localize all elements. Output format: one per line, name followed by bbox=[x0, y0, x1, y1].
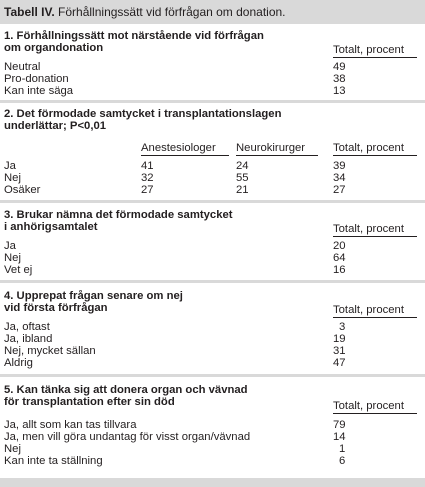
section-2-row-value: 24 bbox=[236, 160, 249, 172]
section-2-heading-line-1: 2. Det förmodade samtycket i transplantationslagen bbox=[4, 108, 282, 120]
section-2-row-value: 55 bbox=[236, 172, 249, 184]
section-1-row-value: 13 bbox=[333, 85, 346, 97]
section-4-heading-line-1: 4. Upprepat frågan senare om nej bbox=[4, 290, 183, 302]
section-2-row-label: Nej bbox=[4, 172, 21, 184]
section-2-row-label: Ja bbox=[4, 160, 16, 172]
section-1-row-value: 38 bbox=[333, 73, 346, 85]
section-3-row-value: 20 bbox=[333, 240, 346, 252]
section-3-column-header: Totalt, procent bbox=[333, 223, 404, 235]
section-3-row-label: Nej bbox=[4, 252, 21, 264]
section-4-row-value: 31 bbox=[333, 345, 346, 357]
section-5-header-rule bbox=[333, 413, 417, 414]
section-2-column-header-neurokirurger: Neurokirurger bbox=[236, 142, 306, 154]
section-3-heading-line-2: i anhörigsamtalet bbox=[4, 221, 98, 233]
section-4-row-label: Ja, oftast bbox=[4, 321, 50, 333]
table-title-bar bbox=[0, 0, 425, 24]
section-4-row-label: Ja, ibland bbox=[4, 333, 53, 345]
section-1-row-label: Pro-donation bbox=[4, 73, 69, 85]
section-2-row-value: 34 bbox=[333, 172, 346, 184]
section-4-row-value: 3 bbox=[339, 321, 346, 333]
section-1-heading-line-2: om organdonation bbox=[4, 42, 104, 54]
section-4-header-rule bbox=[333, 317, 417, 318]
section-3-row-label: Ja bbox=[4, 240, 16, 252]
section-2-header-rule bbox=[333, 155, 417, 156]
section-2-heading-line-2: underlättar; P<0,01 bbox=[4, 120, 107, 132]
section-2-row-value: 21 bbox=[236, 184, 249, 196]
section-2-row-value: 41 bbox=[141, 160, 154, 172]
section-4-row-value: 19 bbox=[333, 333, 346, 345]
section-5-row-value: 6 bbox=[339, 455, 346, 467]
table-number: Tabell IV. bbox=[4, 5, 55, 19]
section-5-row-value: 1 bbox=[339, 443, 346, 455]
section-1-heading-line-1: 1. Förhållningssätt mot närstående vid förfrågan bbox=[4, 30, 264, 42]
section-5-row-label: Ja, allt som kan tas tillvara bbox=[4, 419, 137, 431]
section-4-row-label: Nej, mycket sällan bbox=[4, 345, 96, 357]
section-1-column-header: Totalt, procent bbox=[333, 44, 404, 56]
section-3-header-rule bbox=[333, 236, 417, 237]
section-1-header-rule bbox=[333, 57, 417, 58]
section-5-row-label: Ja, men vill göra undantag för visst organ/vävnad bbox=[4, 431, 251, 443]
section-2-column-header-totalt: Totalt, procent bbox=[333, 142, 404, 154]
section-5-heading-line-1: 5. Kan tänka sig att donera organ och vävnad bbox=[4, 384, 248, 396]
section-4-heading-line-2: vid första förfrågan bbox=[4, 302, 108, 314]
section-divider bbox=[0, 200, 425, 203]
table-bottom-bar bbox=[0, 478, 425, 487]
section-5-row-value: 14 bbox=[333, 431, 346, 443]
section-1-row-label: Neutral bbox=[4, 61, 41, 73]
section-3-row-value: 64 bbox=[333, 252, 346, 264]
section-divider bbox=[0, 280, 425, 283]
section-divider bbox=[0, 100, 425, 103]
section-2-column-header-anestesiologer: Anestesiologer bbox=[141, 142, 216, 154]
section-5-heading-line-2: för transplantation efter sin död bbox=[4, 396, 175, 408]
section-3-row-value: 16 bbox=[333, 264, 346, 276]
section-1-row-value: 49 bbox=[333, 61, 346, 73]
section-5-row-label: Nej bbox=[4, 443, 21, 455]
section-2-row-label: Osäker bbox=[4, 184, 41, 196]
table-caption: Förhållningssätt vid förfrågan om donation. bbox=[58, 5, 286, 19]
section-5-column-header: Totalt, procent bbox=[333, 400, 404, 412]
section-4-row-label: Aldrig bbox=[4, 357, 33, 369]
section-2-row-value: 27 bbox=[333, 184, 346, 196]
section-4-row-value: 47 bbox=[333, 357, 346, 369]
section-1-row-label: Kan inte säga bbox=[4, 85, 74, 97]
table-title bbox=[4, 6, 286, 18]
section-2-row-value: 27 bbox=[141, 184, 154, 196]
section-divider bbox=[0, 374, 425, 377]
section-4-column-header: Totalt, procent bbox=[333, 304, 404, 316]
section-2-header-rule bbox=[141, 155, 229, 156]
section-5-row-label: Kan inte ta ställning bbox=[4, 455, 103, 467]
section-2-header-rule bbox=[236, 155, 318, 156]
section-2-row-value: 39 bbox=[333, 160, 346, 172]
section-3-row-label: Vet ej bbox=[4, 264, 33, 276]
section-5-row-value: 79 bbox=[333, 419, 346, 431]
section-2-row-value: 32 bbox=[141, 172, 154, 184]
section-3-heading-line-1: 3. Brukar nämna det förmodade samtycket bbox=[4, 209, 233, 221]
